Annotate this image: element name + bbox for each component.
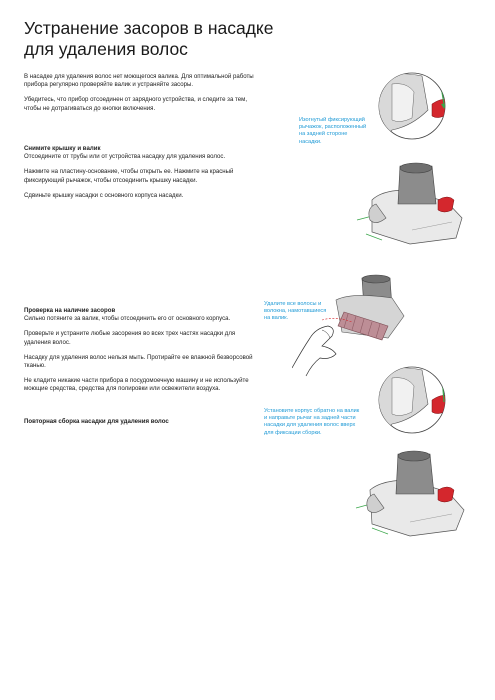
section-heading-check-blockages: Проверка на наличие засоров	[24, 307, 116, 314]
section-remove-cover	[24, 145, 256, 207]
section2-paragraph-2: Проверьте и устраните любые засорения во всех трех частях насадки для удаления волос.	[24, 330, 236, 346]
lever-detail-illustration	[352, 70, 472, 146]
title-line-2: для удаления волос	[24, 39, 188, 59]
section1-paragraph-3: Сдвиньте крышку насадки с основного корпуса насадки.	[24, 191, 184, 199]
section1-paragraph-2: Нажмите на пластину-основание, чтобы открыть ее. Нажмите на красный фиксирующий рычажок, чтобы отсоединить крышку насадки.	[24, 168, 234, 184]
section1-paragraph-1: Отсоедините от трубы или от устройства насадку для удаления волос.	[24, 153, 226, 161]
caption-reassemble: Установите корпус обратно на валик и направьте рычаг на задней части насадки для удаления волос вверх для фиксации сборки.	[264, 408, 360, 436]
section-heading-remove-cover: Снимите крышку и валик	[24, 145, 101, 152]
caption-remove-hair: Удалите все волосы и волокна, намотавшиеся на валик.	[264, 301, 327, 322]
intro-block	[24, 73, 256, 120]
reassembly-detail-illustration	[352, 362, 472, 438]
section-heading-reassembly: Повторная сборка насадки для удаления волос	[24, 418, 169, 425]
section2-paragraph-1: Сильно потяните за валик, чтобы отсоединить его от основного корпуса.	[24, 315, 231, 323]
section2-paragraph-3: Насадку для удаления волос нельзя мыть. Протирайте ее влажной безворсовой тканью.	[24, 353, 253, 370]
page-title	[24, 18, 324, 60]
intro-paragraph-1: В насадке для удаления волос нет моющегося валика. Для оптимальной работы прибора регулярно проверяйте валик и устраняйте засоры.	[24, 73, 254, 89]
intro-paragraph-2: Убедитесь, что прибор отсоединен от зарядного устройства, и следите за тем, чтобы не дотрагиваться до кнопки включения.	[24, 96, 248, 112]
caption-lever: Изогнутый фиксирующий рычажок, расположенный на задней стороне насадки.	[299, 117, 367, 145]
title-line-1: Устранение засоров в насадке	[24, 18, 274, 38]
section-check-blockages	[24, 307, 256, 401]
tool-open-illustration	[352, 160, 472, 250]
section-reassembly	[24, 418, 256, 426]
section2-paragraph-4: Не кладите никакие части прибора в посудомоечную машину и не используйте моющие средства, средства для полировки или освежители воздуха.	[24, 377, 249, 393]
tool-assembled-illustration	[352, 450, 472, 542]
